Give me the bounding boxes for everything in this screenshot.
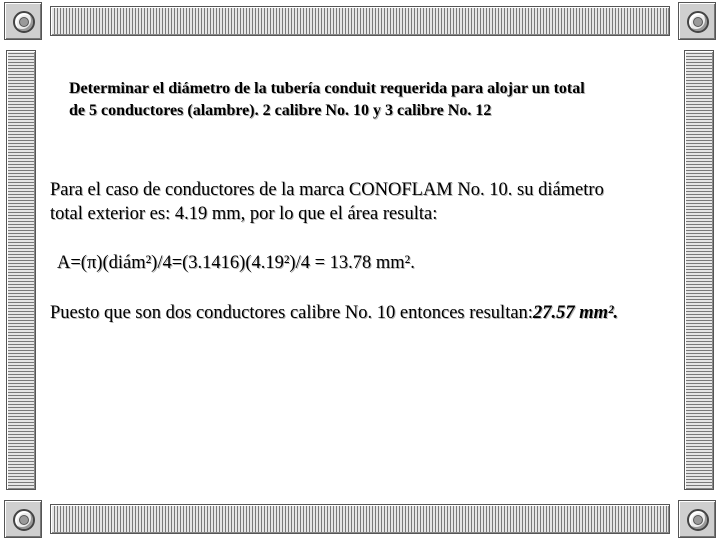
paragraph-total-area [50, 301, 680, 325]
area-formula: A=(π)(diám²)/4=(3.1416)(4.19²)/4 = 13.78 mm². [57, 253, 415, 273]
total-area-result: 27.57 mm². [532, 303, 619, 323]
corner-ornament-icon [4, 500, 42, 538]
paragraph-line: total exterior es: 4.19 mm, por lo que el área resulta: [50, 204, 438, 224]
problem-line: Determinar el diámetro de la tubería conduit requerida para alojar un total [69, 80, 585, 97]
total-area-prefix: Puesto que son dos conductores calibre No. 10 entonces resultan: [50, 303, 533, 323]
right-border-strip [684, 50, 714, 490]
top-border-strip [50, 6, 670, 36]
corner-ornament-icon [4, 2, 42, 40]
problem-statement [69, 78, 669, 122]
corner-ornament-icon [678, 2, 716, 40]
bottom-border-strip [50, 504, 670, 534]
left-border-strip [6, 50, 36, 490]
paragraph-area-explanation [50, 178, 680, 226]
problem-line: de 5 conductores (alambre). 2 calibre No. 10 y 3 calibre No. 12 [69, 102, 492, 119]
corner-ornament-icon [678, 500, 716, 538]
paragraph-line: Para el caso de conductores de la marca CONOFLAM No. 10. su diámetro [50, 180, 604, 200]
